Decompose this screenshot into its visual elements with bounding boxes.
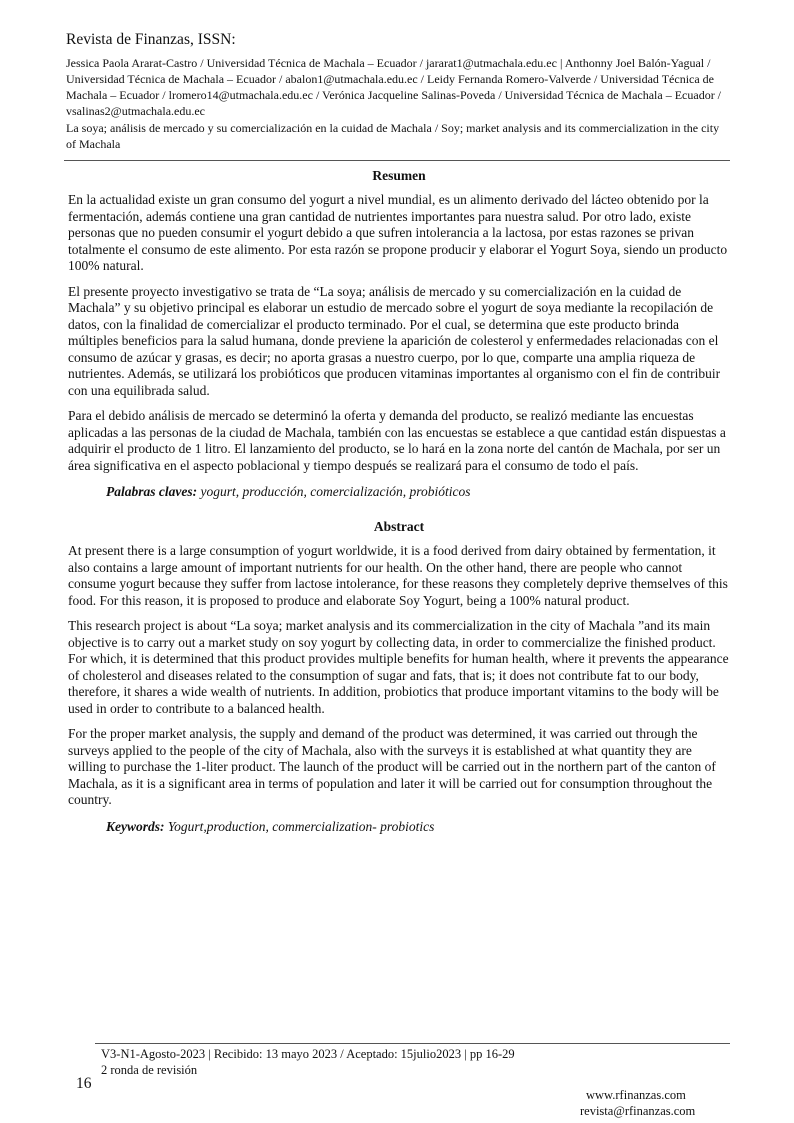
article-body — [68, 167, 730, 835]
author-list: Jessica Paola Ararat-Castro / Universidad Técnica de Machala – Ecuador / jararat1@utmachala.edu.ec | Anthonny Joel Balón-Yagual / Universidad Técnica de Machala – Ecuador / abalon1@utmachala.edu.ec / Leidy Fernanda Romero-Valverde / Universidad Técnica de Machala – Ecuador / lromero14@utmachala.edu.ec / Verónica Jacqueline Salinas-Poveda / Universidad Técnica de Machala – Ecuador / vsalinas2@utmachala.edu.ec — [66, 56, 722, 118]
issue-dates: V3-N1-Agosto-2023 | Recibido: 13 mayo 2023 / Aceptado: 15julio2023 | pp 16-29 — [101, 1047, 515, 1061]
resumen-paragraph: El presente proyecto investigativo se trata de “La soya; análisis de mercado y su comercialización en la cuidad de Machala” y su objetivo principal es elaborar un estudio de mercado sobre el yogurt de soya mediante la recopilación de datos, con la finalidad de comercializar el producto terminado. Por el cual, se determina que este producto brinda múltiples beneficios para la salud humana, donde previene la aparición de colesterol y enfermedades relacionadas con el consumo de azúcar y grasas, es decir; no aporta grasas a nuestro cuerpo, por lo que, comparte una amplia riqueza de nutrientes. Además, se utilizará los probióticos que producen vitaminas importantes al organismo con el fin de contribuir con una equilibrada salud. — [68, 283, 721, 398]
abstract-paragraph: At present there is a large consumption of yogurt worldwide, it is a food derived from dairy obtained by fermentation, it also contains a large amount of important nutrients for our health. On the other hand, there are people who cannot consume yogurt because they suffer from lactose intolerance, for these reasons they completely deprive themselves of this food. For this reason, it is proposed to produce and elaborate Soy Yogurt, being a 100% natural product. — [68, 543, 728, 608]
resumen-paragraph: Para el debido análisis de mercado se determinó la oferta y demanda del producto, se realizó mediante las encuestas aplicadas a las personas de la ciudad de Machala, también con las encuestas se establece a que cantidad están dispuestas a adquirir el producto de 1 litro. El lanzamiento del producto, se lo hará en la zona norte del cantón de Machala, por ser un área significativa en el aspecto poblacional y tiempo después se realizará para el consumo de todo el país. — [68, 408, 726, 473]
resumen-section — [68, 167, 730, 500]
resumen-title: Resumen — [372, 168, 426, 183]
website-link[interactable]: www.rfinanzas.com — [586, 1088, 686, 1102]
article-title: La soya; análisis de mercado y su comercialización en la cuidad de Machala / Soy; market analysis and its commercialization in the city of Machala — [66, 121, 720, 151]
email-link[interactable]: revista@rfinanzas.com — [580, 1104, 696, 1118]
keywords-text: yogurt, producción, comercialización, probióticos — [197, 484, 471, 499]
keywords-label: Keywords: — [106, 818, 165, 834]
page-header — [66, 30, 732, 152]
journal-name: Revista de Finanzas, ISSN: — [66, 31, 236, 48]
keywords-text: Yogurt,production, commercialization- probiotics — [164, 818, 435, 834]
footer-info — [101, 1046, 515, 1078]
abstract-paragraph: For the proper market analysis, the supply and demand of the product was determined, it was carried out through the surveys applied to the people of the city of Machala, also with the surveys it is established at what quantity they are willing to purchase the 1-liter product. The launch of the product will be carried out in the northern part of the canton of Machala, as it is a significant area in terms of population and later it will be carried out for consumption throughout the country. — [68, 726, 716, 807]
abstract-section — [68, 518, 730, 835]
footer-divider — [95, 1043, 730, 1044]
keywords-label: Palabras claves: — [106, 484, 198, 499]
resumen-paragraph: En la actualidad existe un gran consumo del yogurt a nivel mundial, es un alimento derivado del lácteo obtenido por la fermentación, además contiene una gran cantidad de nutrientes importantes para nuestra salud. Por otro lado, existe personas que no pueden consumir el yogurt debido a que sufren intolerancia a la lactosa, por estas razones se privan totalmente el consumo de este alimento. Por esta razón se propone producir y elaborar el Yogurt Soya, siendo un producto 100% natural. — [68, 192, 728, 273]
abstract-keywords — [106, 818, 730, 835]
header-divider — [64, 160, 730, 161]
review-round: 2 ronda de revisión — [101, 1063, 198, 1077]
abstract-paragraph: This research project is about “La soya; market analysis and its commercialization in the city of Machala ”and its main objective is to carry out a market study on soy yogurt by collecting data, in order to commercialize the finished product. For which, it is determined that this product provides multiple benefits for human health, where it prevents the appearance of cholesterol and diseases related to the consumption of sugar and fats, that is; it does not contribute fat to our body, therefore, it shares a wide wealth of nutrients. In addition, probiotics that produce important vitamins to the body will be used in order to contribute to a balanced health. — [68, 618, 729, 716]
resumen-keywords — [106, 483, 730, 500]
footer-contact — [580, 1087, 695, 1119]
page-number: 16 — [76, 1075, 92, 1092]
abstract-title: Abstract — [373, 519, 425, 534]
